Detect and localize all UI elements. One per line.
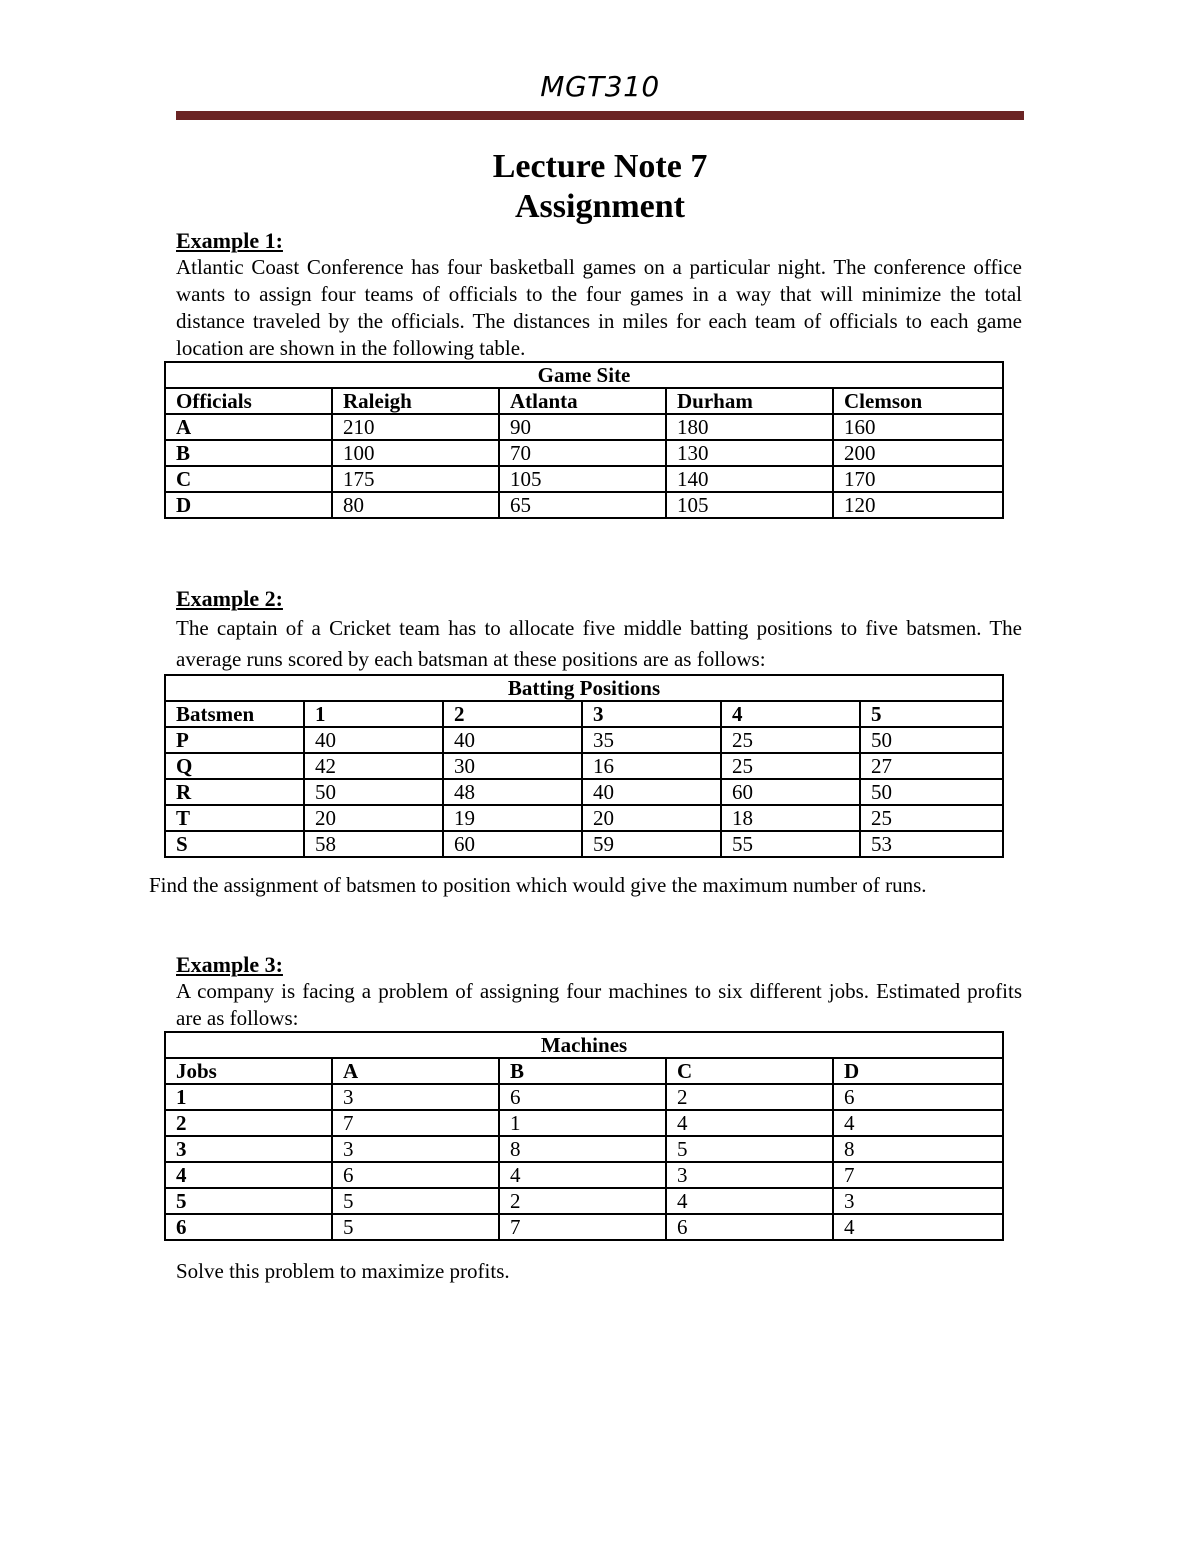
table-cell: 6: [332, 1162, 499, 1188]
table-cell: 42: [304, 753, 443, 779]
table-row: [165, 727, 1003, 753]
column-header: Durham: [666, 388, 833, 414]
row-label: P: [165, 727, 304, 753]
table-header-row: [165, 1058, 1003, 1084]
column-header: 1: [304, 701, 443, 727]
table-cell: 30: [443, 753, 582, 779]
table-row: [165, 440, 1003, 466]
row-label: 3: [165, 1136, 332, 1162]
table-cell: 40: [443, 727, 582, 753]
table-cell: 4: [833, 1214, 1003, 1240]
example-1-heading: Example 1:: [176, 228, 283, 253]
row-label: S: [165, 831, 304, 857]
table-cell: 175: [332, 466, 499, 492]
row-label: 4: [165, 1162, 332, 1188]
table-row: [165, 1084, 1003, 1110]
column-header: Atlanta: [499, 388, 666, 414]
row-label: 5: [165, 1188, 332, 1214]
table-cell: 2: [499, 1188, 666, 1214]
table-cell: 40: [582, 779, 721, 805]
table-cell: 4: [499, 1162, 666, 1188]
table-row: [165, 831, 1003, 857]
column-header: A: [332, 1058, 499, 1084]
table-row: [165, 492, 1003, 518]
column-header: Batsmen: [165, 701, 304, 727]
table-cell: 140: [666, 466, 833, 492]
table-cell: 100: [332, 440, 499, 466]
column-header: Jobs: [165, 1058, 332, 1084]
table-cell: 60: [721, 779, 860, 805]
example-3-heading: Example 3:: [176, 952, 283, 977]
table-cell: 3: [332, 1084, 499, 1110]
table-cell: 5: [666, 1136, 833, 1162]
table-cell: 55: [721, 831, 860, 857]
column-header: C: [666, 1058, 833, 1084]
row-label: 1: [165, 1084, 332, 1110]
table-cell: 25: [721, 727, 860, 753]
row-label: A: [165, 414, 332, 440]
table-cell: 25: [721, 753, 860, 779]
table-cell: 8: [499, 1136, 666, 1162]
table-cell: 6: [666, 1214, 833, 1240]
table-cell: 7: [332, 1110, 499, 1136]
table-row: [165, 1136, 1003, 1162]
table-row: [165, 1214, 1003, 1240]
table-cell: 20: [304, 805, 443, 831]
table-cell: 35: [582, 727, 721, 753]
table-cell: 27: [860, 753, 1003, 779]
table-cell: 19: [443, 805, 582, 831]
example-2-table: [164, 674, 1004, 858]
table-cell: 3: [833, 1188, 1003, 1214]
table-cell: 8: [833, 1136, 1003, 1162]
table-cell: 7: [833, 1162, 1003, 1188]
table-group-header-row: [165, 1032, 1003, 1058]
page-title: Lecture Note 7: [492, 148, 708, 185]
course-code: MGT310: [540, 70, 660, 103]
table-cell: 80: [332, 492, 499, 518]
example-2-footer: Find the assignment of batsmen to position which would give the maximum number of runs.: [149, 873, 927, 897]
table-cell: 3: [332, 1136, 499, 1162]
row-label: B: [165, 440, 332, 466]
column-header: Raleigh: [332, 388, 499, 414]
row-label: R: [165, 779, 304, 805]
table-group-header: Batting Positions: [165, 675, 1003, 701]
table-row: [165, 779, 1003, 805]
table-cell: 60: [443, 831, 582, 857]
table-cell: 5: [332, 1188, 499, 1214]
table-cell: 160: [833, 414, 1003, 440]
table-row: [165, 805, 1003, 831]
table-cell: 50: [860, 779, 1003, 805]
row-label: Q: [165, 753, 304, 779]
table-row: [165, 753, 1003, 779]
table-cell: 6: [499, 1084, 666, 1110]
table-group-header: Game Site: [165, 362, 1003, 388]
table-cell: 5: [332, 1214, 499, 1240]
column-header: D: [833, 1058, 1003, 1084]
table-cell: 3: [666, 1162, 833, 1188]
example-2-heading: Example 2:: [176, 586, 283, 611]
table-cell: 48: [443, 779, 582, 805]
table-cell: 18: [721, 805, 860, 831]
table-cell: 1: [499, 1110, 666, 1136]
column-header: 2: [443, 701, 582, 727]
table-header-row: [165, 701, 1003, 727]
table-row: [165, 1162, 1003, 1188]
row-label: D: [165, 492, 332, 518]
table-row: [165, 466, 1003, 492]
table-cell: 4: [833, 1110, 1003, 1136]
table-cell: 70: [499, 440, 666, 466]
table-header-row: [165, 388, 1003, 414]
column-header: 4: [721, 701, 860, 727]
table-cell: 65: [499, 492, 666, 518]
table-cell: 58: [304, 831, 443, 857]
table-row: [165, 414, 1003, 440]
table-cell: 4: [666, 1188, 833, 1214]
table-cell: 25: [860, 805, 1003, 831]
table-cell: 40: [304, 727, 443, 753]
table-cell: 16: [582, 753, 721, 779]
example-3-footer: Solve this problem to maximize profits.: [176, 1259, 510, 1283]
table-row: [165, 1188, 1003, 1214]
column-header: 5: [860, 701, 1003, 727]
row-label: 6: [165, 1214, 332, 1240]
column-header: 3: [582, 701, 721, 727]
column-header: Clemson: [833, 388, 1003, 414]
table-cell: 6: [833, 1084, 1003, 1110]
header-rule: [176, 111, 1024, 120]
example-1-text: Atlantic Coast Conference has four basketball games on a particular night. The conference office wants to assign four teams of officials to the four games in a way that will minimize the total distance traveled by the officials. The distances in miles for each team of officials to each game location are shown in the following table.: [176, 255, 1022, 360]
table-cell: 170: [833, 466, 1003, 492]
page-subtitle: Assignment: [514, 188, 686, 225]
table-cell: 4: [666, 1110, 833, 1136]
example-1-table: [164, 361, 1004, 519]
table-cell: 210: [332, 414, 499, 440]
table-cell: 105: [499, 466, 666, 492]
table-cell: 2: [666, 1084, 833, 1110]
table-cell: 59: [582, 831, 721, 857]
table-cell: 200: [833, 440, 1003, 466]
table-cell: 53: [860, 831, 1003, 857]
table-row: [165, 1110, 1003, 1136]
example-3-text: A company is facing a problem of assigning four machines to six different jobs. Estimated profits are as follows:: [176, 979, 1022, 1030]
column-header: B: [499, 1058, 666, 1084]
table-cell: 20: [582, 805, 721, 831]
column-header: Officials: [165, 388, 332, 414]
table-group-header-row: [165, 362, 1003, 388]
row-label: C: [165, 466, 332, 492]
table-cell: 130: [666, 440, 833, 466]
row-label: 2: [165, 1110, 332, 1136]
table-cell: 180: [666, 414, 833, 440]
table-group-header-row: [165, 675, 1003, 701]
table-cell: 50: [860, 727, 1003, 753]
example-2-text: The captain of a Cricket team has to allocate five middle batting positions to five batsmen. The average runs scored by each batsman at these positions are as follows:: [176, 616, 1022, 671]
table-cell: 105: [666, 492, 833, 518]
table-cell: 7: [499, 1214, 666, 1240]
table-cell: 120: [833, 492, 1003, 518]
table-cell: 90: [499, 414, 666, 440]
table-group-header: Machines: [165, 1032, 1003, 1058]
table-cell: 50: [304, 779, 443, 805]
example-3-table: [164, 1031, 1004, 1241]
row-label: T: [165, 805, 304, 831]
